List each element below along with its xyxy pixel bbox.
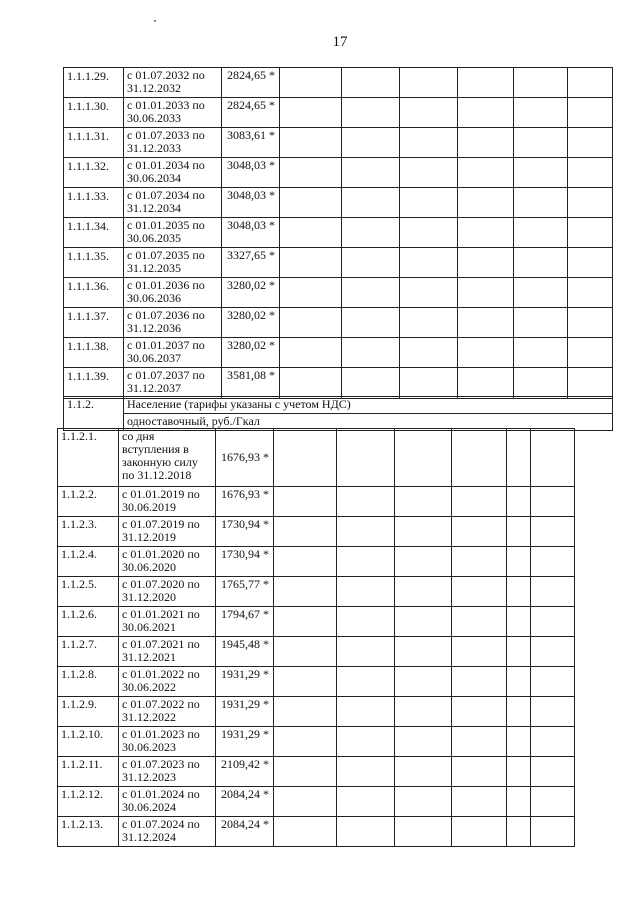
empty-cell bbox=[395, 429, 452, 487]
empty-cell bbox=[337, 577, 395, 607]
period-start: с 01.07.2033 по bbox=[127, 128, 205, 142]
empty-cell bbox=[400, 98, 458, 128]
period-end: 31.12.2023 bbox=[122, 770, 176, 784]
empty-cell bbox=[280, 218, 342, 248]
empty-cell bbox=[452, 487, 507, 517]
empty-cell bbox=[507, 667, 531, 697]
empty-cell bbox=[568, 278, 613, 308]
empty-cell bbox=[507, 787, 531, 817]
empty-cell bbox=[274, 577, 337, 607]
empty-cell bbox=[531, 547, 575, 577]
empty-cell bbox=[458, 68, 514, 98]
row-period bbox=[124, 158, 222, 188]
empty-cell bbox=[452, 517, 507, 547]
period-start: с 01.07.2022 по bbox=[122, 697, 200, 711]
row-period bbox=[124, 68, 222, 98]
period-start: с 01.01.2035 по bbox=[127, 218, 205, 232]
empty-cell bbox=[274, 787, 337, 817]
empty-cell bbox=[568, 158, 613, 188]
tariff-table-lower bbox=[57, 428, 575, 847]
empty-cell bbox=[514, 68, 568, 98]
empty-cell bbox=[395, 817, 452, 847]
empty-cell bbox=[337, 757, 395, 787]
empty-cell bbox=[280, 68, 342, 98]
table-row bbox=[64, 308, 613, 338]
empty-cell bbox=[531, 787, 575, 817]
period-start: с 01.07.2023 по bbox=[122, 757, 200, 771]
empty-cell bbox=[507, 727, 531, 757]
period-end: 30.06.2021 bbox=[122, 620, 176, 634]
empty-cell bbox=[531, 637, 575, 667]
table-row bbox=[64, 98, 613, 128]
row-period bbox=[124, 98, 222, 128]
period-end: 31.12.2033 bbox=[127, 141, 181, 155]
period-start: с 01.07.2036 по bbox=[127, 308, 205, 322]
row-period bbox=[124, 128, 222, 158]
row-value: 1945,48 * bbox=[216, 637, 274, 667]
empty-cell bbox=[507, 429, 531, 487]
empty-cell bbox=[337, 517, 395, 547]
empty-cell bbox=[452, 787, 507, 817]
period-end: 30.06.2037 bbox=[127, 351, 181, 365]
row-value: 1931,29 * bbox=[216, 667, 274, 697]
empty-cell bbox=[568, 248, 613, 278]
empty-cell bbox=[342, 278, 400, 308]
empty-cell bbox=[514, 128, 568, 158]
row-number: 1.1.1.31. bbox=[64, 128, 124, 158]
row-number: 1.1.2.8. bbox=[58, 667, 119, 697]
period-end: 30.06.2034 bbox=[127, 171, 181, 185]
table-row bbox=[58, 577, 575, 607]
empty-cell bbox=[568, 308, 613, 338]
row-period bbox=[119, 787, 216, 817]
empty-cell bbox=[280, 98, 342, 128]
empty-cell bbox=[342, 128, 400, 158]
row-number: 1.1.1.37. bbox=[64, 308, 124, 338]
table-row bbox=[64, 278, 613, 308]
row-number: 1.1.2.2. bbox=[58, 487, 119, 517]
table-row bbox=[64, 248, 613, 278]
period-end: 30.06.2022 bbox=[122, 680, 176, 694]
empty-cell bbox=[342, 368, 400, 399]
period-start: с 01.07.2035 по bbox=[127, 248, 205, 262]
empty-cell bbox=[568, 128, 613, 158]
period-end: 31.12.2035 bbox=[127, 261, 181, 275]
row-number: 1.1.2.11. bbox=[58, 757, 119, 787]
tariff-table-upper bbox=[63, 67, 613, 399]
row-number: 1.1.1.39. bbox=[64, 368, 124, 399]
empty-cell bbox=[507, 757, 531, 787]
empty-cell bbox=[531, 817, 575, 847]
row-value: 2084,24 * bbox=[216, 787, 274, 817]
row-number: 1.1.1.30. bbox=[64, 98, 124, 128]
empty-cell bbox=[452, 637, 507, 667]
empty-cell bbox=[395, 667, 452, 697]
empty-cell bbox=[568, 338, 613, 368]
empty-cell bbox=[280, 368, 342, 399]
empty-cell bbox=[458, 188, 514, 218]
table-row bbox=[58, 697, 575, 727]
row-value: 3083,61 * bbox=[222, 128, 280, 158]
empty-cell bbox=[400, 248, 458, 278]
table-row bbox=[64, 338, 613, 368]
row-value: 1931,29 * bbox=[216, 697, 274, 727]
empty-cell bbox=[395, 757, 452, 787]
row-number: 1.1.1.36. bbox=[64, 278, 124, 308]
empty-cell bbox=[337, 697, 395, 727]
period-start: с 01.01.2037 по bbox=[127, 338, 205, 352]
row-value: 3327,65 * bbox=[222, 248, 280, 278]
empty-cell bbox=[400, 278, 458, 308]
period-start: с 01.01.2033 по bbox=[127, 98, 205, 112]
empty-cell bbox=[458, 368, 514, 399]
row-number: 1.1.1.33. bbox=[64, 188, 124, 218]
empty-cell bbox=[531, 607, 575, 637]
table-row bbox=[58, 429, 575, 487]
row-number: 1.1.2.1. bbox=[58, 429, 119, 487]
empty-cell bbox=[514, 278, 568, 308]
row-number: 1.1.1.32. bbox=[64, 158, 124, 188]
table-row bbox=[64, 128, 613, 158]
empty-cell bbox=[400, 188, 458, 218]
period-end: 30.06.2019 bbox=[122, 500, 176, 514]
period-start: с 01.07.2021 по bbox=[122, 637, 200, 651]
empty-cell bbox=[452, 697, 507, 727]
empty-cell bbox=[531, 697, 575, 727]
empty-cell bbox=[337, 487, 395, 517]
row-period bbox=[119, 637, 216, 667]
empty-cell bbox=[531, 757, 575, 787]
period-end: 31.12.2037 bbox=[127, 381, 181, 395]
row-value: 2824,65 * bbox=[222, 98, 280, 128]
row-value: 3280,02 * bbox=[222, 308, 280, 338]
empty-cell bbox=[395, 787, 452, 817]
table-row bbox=[58, 667, 575, 697]
period-end: 30.06.2020 bbox=[122, 560, 176, 574]
empty-cell bbox=[274, 697, 337, 727]
row-number: 1.1.2.12. bbox=[58, 787, 119, 817]
period-end: 31.12.2036 bbox=[127, 321, 181, 335]
empty-cell bbox=[395, 607, 452, 637]
row-value: 3581,08 * bbox=[222, 368, 280, 399]
table-row bbox=[58, 787, 575, 817]
empty-cell bbox=[507, 817, 531, 847]
period-end: 31.12.2022 bbox=[122, 710, 176, 724]
row-value: 1676,93 * bbox=[216, 487, 274, 517]
empty-cell bbox=[452, 429, 507, 487]
empty-cell bbox=[458, 308, 514, 338]
row-number: 1.1.2.7. bbox=[58, 637, 119, 667]
empty-cell bbox=[507, 637, 531, 667]
empty-cell bbox=[458, 218, 514, 248]
empty-cell bbox=[337, 667, 395, 697]
empty-cell bbox=[274, 607, 337, 637]
empty-cell bbox=[458, 248, 514, 278]
period-start: с 01.01.2020 по bbox=[122, 547, 200, 561]
empty-cell bbox=[342, 158, 400, 188]
empty-cell bbox=[452, 547, 507, 577]
period-end: 30.06.2035 bbox=[127, 231, 181, 245]
period-end: 31.12.2032 bbox=[127, 81, 181, 95]
empty-cell bbox=[280, 158, 342, 188]
empty-cell bbox=[452, 727, 507, 757]
empty-cell bbox=[395, 577, 452, 607]
empty-cell bbox=[395, 487, 452, 517]
period-line: со дня bbox=[122, 429, 155, 443]
period-end: 31.12.2020 bbox=[122, 590, 176, 604]
table-row bbox=[58, 637, 575, 667]
row-number: 1.1.1.34. bbox=[64, 218, 124, 248]
period-start: с 01.07.2034 по bbox=[127, 188, 205, 202]
empty-cell bbox=[514, 308, 568, 338]
row-value: 1730,94 * bbox=[216, 517, 274, 547]
row-number: 1.1.2.5. bbox=[58, 577, 119, 607]
period-start: с 01.07.2020 по bbox=[122, 577, 200, 591]
empty-cell bbox=[400, 368, 458, 399]
empty-cell bbox=[274, 487, 337, 517]
empty-cell bbox=[452, 607, 507, 637]
empty-cell bbox=[337, 547, 395, 577]
table-row bbox=[58, 727, 575, 757]
row-period bbox=[119, 517, 216, 547]
empty-cell bbox=[274, 757, 337, 787]
empty-cell bbox=[514, 248, 568, 278]
empty-cell bbox=[342, 248, 400, 278]
period-start: с 01.07.2019 по bbox=[122, 517, 200, 531]
empty-cell bbox=[531, 517, 575, 547]
empty-cell bbox=[274, 667, 337, 697]
empty-cell bbox=[280, 308, 342, 338]
row-period bbox=[124, 248, 222, 278]
table-row bbox=[64, 68, 613, 98]
period-start: с 01.07.2024 по bbox=[122, 817, 200, 831]
empty-cell bbox=[568, 218, 613, 248]
table-row bbox=[64, 188, 613, 218]
row-period bbox=[119, 667, 216, 697]
empty-cell bbox=[274, 517, 337, 547]
table-row bbox=[64, 158, 613, 188]
empty-cell bbox=[514, 188, 568, 218]
section-number: 1.1.2. bbox=[64, 397, 124, 431]
empty-cell bbox=[400, 218, 458, 248]
period-end: 30.06.2023 bbox=[122, 740, 176, 754]
empty-cell bbox=[342, 308, 400, 338]
empty-cell bbox=[452, 817, 507, 847]
period-end: 30.06.2033 bbox=[127, 111, 181, 125]
period-end: 30.06.2024 bbox=[122, 800, 176, 814]
row-value: 3048,03 * bbox=[222, 188, 280, 218]
empty-cell bbox=[452, 577, 507, 607]
empty-cell bbox=[337, 637, 395, 667]
empty-cell bbox=[274, 637, 337, 667]
table-row bbox=[64, 368, 613, 399]
empty-cell bbox=[395, 727, 452, 757]
empty-cell bbox=[395, 637, 452, 667]
empty-cell bbox=[507, 517, 531, 547]
empty-cell bbox=[274, 429, 337, 487]
empty-cell bbox=[458, 158, 514, 188]
row-value: 1931,29 * bbox=[216, 727, 274, 757]
row-period bbox=[124, 368, 222, 399]
period-line: по 31.12.2018 bbox=[122, 468, 192, 482]
empty-cell bbox=[514, 338, 568, 368]
empty-cell bbox=[337, 727, 395, 757]
table-row bbox=[58, 487, 575, 517]
empty-cell bbox=[507, 487, 531, 517]
period-start: с 01.07.2032 по bbox=[127, 68, 205, 82]
empty-cell bbox=[458, 98, 514, 128]
empty-cell bbox=[452, 757, 507, 787]
section-title: Население (тарифы указаны с учетом НДС) bbox=[124, 397, 613, 414]
row-value: 2824,65 * bbox=[222, 68, 280, 98]
empty-cell bbox=[342, 338, 400, 368]
row-value: 3280,02 * bbox=[222, 278, 280, 308]
empty-cell bbox=[400, 68, 458, 98]
period-start: с 01.01.2036 по bbox=[127, 278, 205, 292]
row-value: 2109,42 * bbox=[216, 757, 274, 787]
empty-cell bbox=[342, 188, 400, 218]
row-value: 1676,93 * bbox=[216, 429, 274, 487]
period-end: 31.12.2034 bbox=[127, 201, 181, 215]
section-header-table bbox=[63, 396, 613, 431]
empty-cell bbox=[274, 727, 337, 757]
empty-cell bbox=[568, 68, 613, 98]
empty-cell bbox=[274, 547, 337, 577]
period-end: 31.12.2024 bbox=[122, 830, 176, 844]
empty-cell bbox=[337, 817, 395, 847]
period-end: 31.12.2019 bbox=[122, 530, 176, 544]
empty-cell bbox=[342, 68, 400, 98]
row-period bbox=[119, 607, 216, 637]
row-period bbox=[119, 429, 216, 487]
empty-cell bbox=[274, 817, 337, 847]
period-end: 31.12.2021 bbox=[122, 650, 176, 664]
empty-cell bbox=[507, 697, 531, 727]
row-number: 1.1.2.4. bbox=[58, 547, 119, 577]
empty-cell bbox=[514, 368, 568, 399]
empty-cell bbox=[280, 188, 342, 218]
row-value: 3048,03 * bbox=[222, 218, 280, 248]
empty-cell bbox=[458, 338, 514, 368]
row-value: 1730,94 * bbox=[216, 547, 274, 577]
page-number: 17 bbox=[332, 34, 348, 50]
empty-cell bbox=[280, 338, 342, 368]
empty-cell bbox=[531, 667, 575, 697]
period-start: с 01.01.2022 по bbox=[122, 667, 200, 681]
empty-cell bbox=[514, 98, 568, 128]
empty-cell bbox=[280, 128, 342, 158]
empty-cell bbox=[400, 128, 458, 158]
empty-cell bbox=[568, 98, 613, 128]
period-start: с 01.01.2024 по bbox=[122, 787, 200, 801]
row-period bbox=[124, 188, 222, 218]
period-line: вступления в bbox=[122, 442, 189, 456]
row-value: 3048,03 * bbox=[222, 158, 280, 188]
scan-speck bbox=[154, 20, 156, 22]
row-value: 2084,24 * bbox=[216, 817, 274, 847]
table-row bbox=[58, 757, 575, 787]
empty-cell bbox=[531, 727, 575, 757]
empty-cell bbox=[514, 158, 568, 188]
empty-cell bbox=[395, 697, 452, 727]
empty-cell bbox=[568, 368, 613, 399]
table-row bbox=[58, 547, 575, 577]
row-number: 1.1.1.29. bbox=[64, 68, 124, 98]
empty-cell bbox=[507, 607, 531, 637]
empty-cell bbox=[531, 487, 575, 517]
empty-cell bbox=[400, 338, 458, 368]
row-number: 1.1.2.13. bbox=[58, 817, 119, 847]
row-number: 1.1.2.9. bbox=[58, 697, 119, 727]
empty-cell bbox=[280, 248, 342, 278]
row-number: 1.1.1.35. bbox=[64, 248, 124, 278]
row-period bbox=[124, 218, 222, 248]
empty-cell bbox=[337, 607, 395, 637]
period-start: с 01.01.2021 по bbox=[122, 607, 200, 621]
empty-cell bbox=[337, 787, 395, 817]
row-period bbox=[119, 697, 216, 727]
period-start: с 01.07.2037 по bbox=[127, 368, 205, 382]
table-row bbox=[64, 218, 613, 248]
table-row bbox=[58, 517, 575, 547]
empty-cell bbox=[395, 517, 452, 547]
row-period bbox=[119, 757, 216, 787]
row-number: 1.1.2.3. bbox=[58, 517, 119, 547]
row-period bbox=[119, 487, 216, 517]
empty-cell bbox=[342, 218, 400, 248]
period-start: с 01.01.2019 по bbox=[122, 487, 200, 501]
empty-cell bbox=[531, 577, 575, 607]
empty-cell bbox=[337, 429, 395, 487]
empty-cell bbox=[400, 158, 458, 188]
empty-cell bbox=[458, 128, 514, 158]
empty-cell bbox=[458, 278, 514, 308]
row-period bbox=[119, 547, 216, 577]
table-row bbox=[58, 817, 575, 847]
row-period bbox=[124, 338, 222, 368]
row-period bbox=[119, 577, 216, 607]
empty-cell bbox=[342, 98, 400, 128]
empty-cell bbox=[514, 218, 568, 248]
empty-cell bbox=[507, 577, 531, 607]
empty-cell bbox=[280, 278, 342, 308]
row-number: 1.1.2.10. bbox=[58, 727, 119, 757]
row-period bbox=[119, 817, 216, 847]
period-line: законную силу bbox=[122, 455, 198, 469]
empty-cell bbox=[395, 547, 452, 577]
section-subtitle: одноставочный, руб./Гкал bbox=[124, 414, 613, 431]
row-number: 1.1.2.6. bbox=[58, 607, 119, 637]
row-period bbox=[124, 278, 222, 308]
row-value: 1794,67 * bbox=[216, 607, 274, 637]
empty-cell bbox=[452, 667, 507, 697]
empty-cell bbox=[568, 188, 613, 218]
period-end: 30.06.2036 bbox=[127, 291, 181, 305]
period-start: с 01.01.2034 по bbox=[127, 158, 205, 172]
empty-cell bbox=[507, 547, 531, 577]
row-period bbox=[124, 308, 222, 338]
row-period bbox=[119, 727, 216, 757]
empty-cell bbox=[531, 429, 575, 487]
row-number: 1.1.1.38. bbox=[64, 338, 124, 368]
row-value: 3280,02 * bbox=[222, 338, 280, 368]
table-row bbox=[58, 607, 575, 637]
period-start: с 01.01.2023 по bbox=[122, 727, 200, 741]
empty-cell bbox=[400, 308, 458, 338]
row-value: 1765,77 * bbox=[216, 577, 274, 607]
